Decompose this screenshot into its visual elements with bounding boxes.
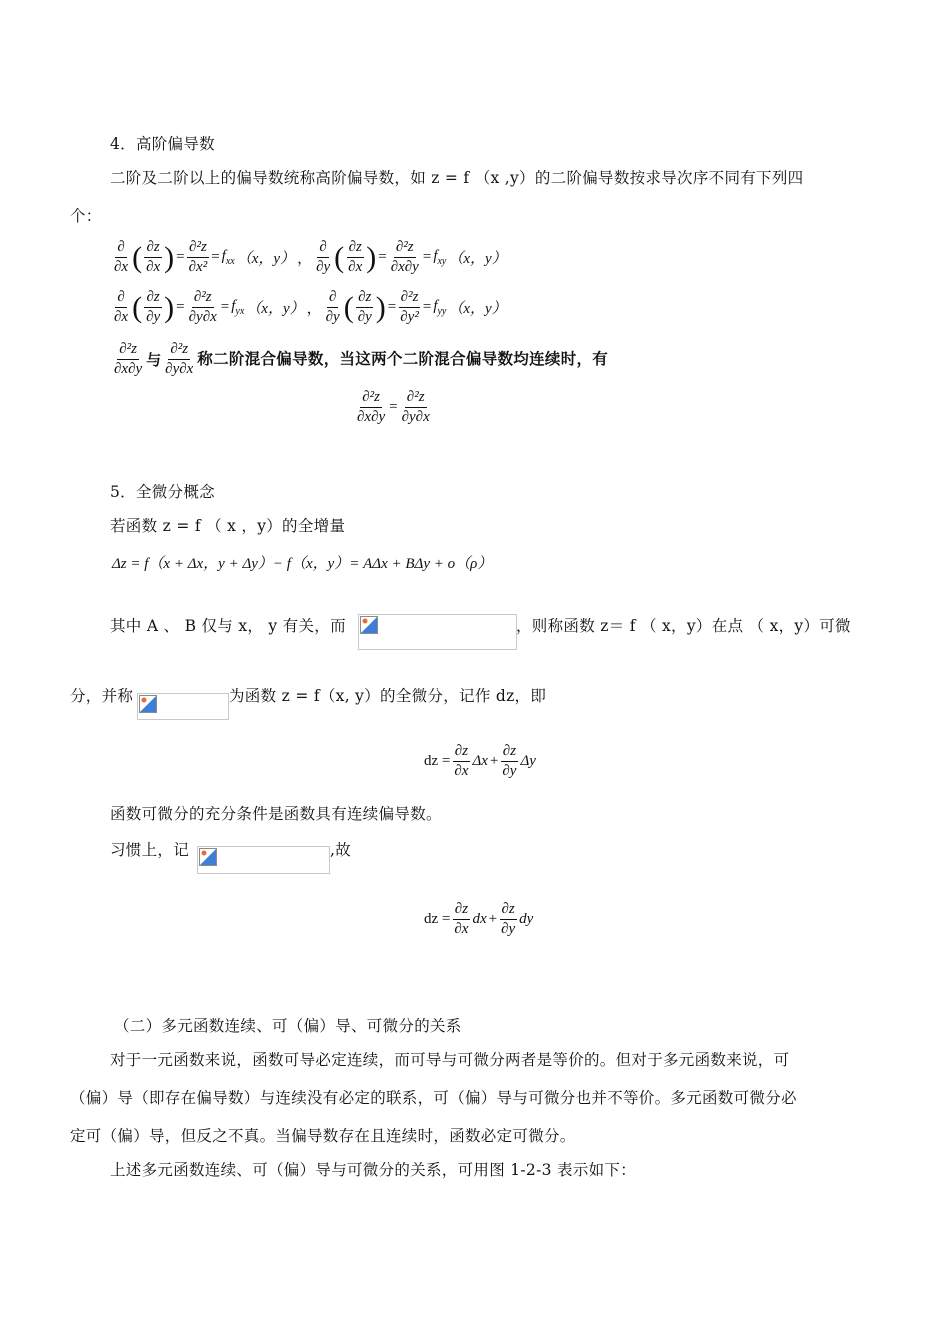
broken-image-icon	[199, 848, 217, 866]
section5-para1-end: ，则称函数 z＝ f （ x，y）在点 （ x，y）可微	[516, 617, 851, 635]
section5-heading: 5．全微分概念	[110, 483, 215, 501]
total-differential-d: dz = $\frac{\partial z}{\partial x}$ dx + $\frac{\partial z}{\partial y}$ dy	[424, 901, 534, 937]
broken-image-placeholder-1	[358, 614, 517, 650]
section5-line1: 若函数 z = f （ x ，y）的全增量	[110, 517, 346, 535]
relations-para-line1: 对于一元函数来说，函数可导必定连续，而可导与可微分两者是等价的。但对于多元函数来说，可	[110, 1051, 790, 1069]
habit-end: ,故	[330, 841, 352, 859]
broken-image-placeholder-3	[197, 846, 330, 874]
habit-start: 习惯上，记	[110, 841, 190, 859]
total-differential-delta: dz = $\frac{\partial z}{\partial x}$ Δx + $\frac{\partial z}{\partial y}$ Δy	[424, 743, 536, 779]
formula-fyx-fyy: $\frac{\partial}{\partial x}$ ( $\frac{\partial z}{\partial y}$ ) = $\frac{\text{∂²z}}{\partial y\partial x}$ = $f_{yx}$ （x，y） ， $\frac{\partial}{\partial y}$ ( $\frac{\partial z}{\partial y}$ ) = $\frac{\text{∂²z}}{\text{∂y²}}$ = $f_{yy}$ （x，y）	[114, 289, 507, 325]
broken-image-icon	[139, 695, 157, 713]
section4-intro-line2: 个：	[70, 207, 102, 225]
formula-fxx-fxy: $\frac{\partial}{\partial x}$ ( $\frac{\partial z}{\partial x}$ ) = $\frac{\text{∂²z}}{\text{∂x²}}$ = $f_{xx}$ （x，y） ， $\frac{\partial}{\partial y}$ ( $\frac{\partial z}{\partial x}$ ) = $\frac{\text{∂²z}}{\partial x\partial y}$ = $f_{xy}$ （x，y）	[114, 239, 507, 275]
relations-para-line3: 定可（偏）导，但反之不真。当偏导数存在且连续时，函数必定可微分。	[70, 1127, 576, 1145]
section4-heading: 4．高阶偏导数	[110, 135, 215, 153]
section5-para2-start: 分，并称	[70, 687, 134, 705]
broken-image-icon	[360, 616, 378, 634]
relations-heading: （二）多元函数连续、可（偏）导、可微分的关系	[114, 1017, 462, 1035]
total-increment-formula: Δz = f（x + Δx，y + Δy）− f（x，y）= AΔx + BΔy + o（ρ）	[112, 556, 493, 572]
section4-intro-line1: 二阶及二阶以上的偏导数统称高阶偏导数，如 z = f （x ,y）的二阶偏导数按求导次序不同有下列四	[110, 169, 804, 187]
relations-para-line4: 上述多元函数连续、可（偏）导与可微分的关系，可用图 1-2-3 表示如下：	[110, 1161, 637, 1179]
differentiability-condition: 函数可微分的充分条件是函数具有连续偏导数。	[110, 805, 442, 823]
broken-image-placeholder-2	[137, 693, 229, 720]
mixed-partials-equality: $\frac{\text{∂²z}}{\partial x\partial y}$ = $\frac{\text{∂²z}}{\partial y\partial x}$	[357, 389, 430, 425]
section5-para1-start: 其中 A 、 B 仅与 x， y 有关，而	[110, 617, 346, 635]
relations-para-line2: （偏）导（即存在偏导数）与连续没有必定的联系，可（偏）导与可微分也并不等价。多元函数可微分必	[70, 1089, 797, 1107]
mixed-partials-statement: $\frac{\text{∂²z}}{\partial x\partial y}$ 与 $\frac{\text{∂²z}}{\partial y\partial x}$ 称二阶混合偏导数，当这两个二阶混合偏导数均连续时，有	[114, 341, 609, 377]
section5-para2-end: 为函数 z = f（x, y）的全微分，记作 dz，即	[229, 687, 547, 705]
